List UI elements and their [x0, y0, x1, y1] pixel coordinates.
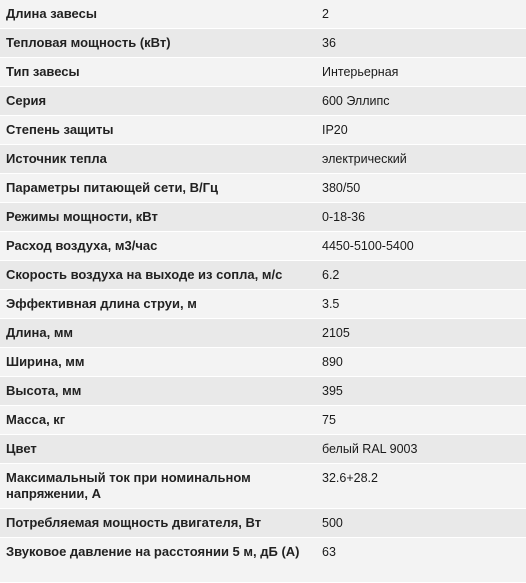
spec-value: белый RAL 9003 — [316, 435, 526, 464]
spec-label: Источник тепла — [0, 145, 316, 174]
spec-value: 2 — [316, 0, 526, 29]
spec-value: 6.2 — [316, 261, 526, 290]
spec-label: Высота, мм — [0, 377, 316, 406]
spec-row-width — [0, 348, 526, 377]
spec-row-curtain-length — [0, 0, 526, 29]
spec-row-sound-pressure — [0, 538, 526, 583]
spec-value: 2105 — [316, 319, 526, 348]
spec-label: Серия — [0, 87, 316, 116]
spec-label: Параметры питающей сети, В/Гц — [0, 174, 316, 203]
spec-row-jet-length — [0, 290, 526, 319]
spec-label: Масса, кг — [0, 406, 316, 435]
spec-row-color — [0, 435, 526, 464]
spec-value: 600 Эллипс — [316, 87, 526, 116]
spec-row-power-modes — [0, 203, 526, 232]
spec-label: Тип завесы — [0, 58, 316, 87]
spec-row-length — [0, 319, 526, 348]
spec-row-height — [0, 377, 526, 406]
spec-value: 36 — [316, 29, 526, 58]
spec-label: Степень защиты — [0, 116, 316, 145]
spec-row-air-flow — [0, 232, 526, 261]
spec-row-heat-power — [0, 29, 526, 58]
spec-value: 63 — [316, 538, 526, 583]
spec-value: IP20 — [316, 116, 526, 145]
spec-row-protection — [0, 116, 526, 145]
spec-label: Длина завесы — [0, 0, 316, 29]
spec-value: 500 — [316, 509, 526, 538]
spec-label: Звуковое давление на расстоянии 5 м, дБ (А) — [0, 538, 316, 583]
spec-row-power-supply — [0, 174, 526, 203]
spec-value: 890 — [316, 348, 526, 377]
spec-label: Цвет — [0, 435, 316, 464]
spec-value: 75 — [316, 406, 526, 435]
spec-value: 0-18-36 — [316, 203, 526, 232]
spec-row-curtain-type — [0, 58, 526, 87]
spec-row-max-current — [0, 464, 526, 509]
spec-row-motor-power — [0, 509, 526, 538]
spec-value: 4450-5100-5400 — [316, 232, 526, 261]
spec-row-weight — [0, 406, 526, 435]
spec-value: Интерьерная — [316, 58, 526, 87]
spec-label: Потребляемая мощность двигателя, Вт — [0, 509, 316, 538]
spec-label: Тепловая мощность (кВт) — [0, 29, 316, 58]
spec-value: 3.5 — [316, 290, 526, 319]
spec-value: 32.6+28.2 — [316, 464, 526, 509]
spec-value: 380/50 — [316, 174, 526, 203]
spec-label: Расход воздуха, м3/час — [0, 232, 316, 261]
spec-label: Эффективная длина струи, м — [0, 290, 316, 319]
spec-label: Ширина, мм — [0, 348, 316, 377]
spec-label: Длина, мм — [0, 319, 316, 348]
spec-label: Скорость воздуха на выходе из сопла, м/с — [0, 261, 316, 290]
spec-value: электрический — [316, 145, 526, 174]
spec-label: Режимы мощности, кВт — [0, 203, 316, 232]
spec-value: 395 — [316, 377, 526, 406]
spec-label: Максимальный ток при номинальном напряжении, А — [0, 464, 316, 509]
spec-row-heat-source — [0, 145, 526, 174]
spec-row-series — [0, 87, 526, 116]
spec-row-air-speed — [0, 261, 526, 290]
